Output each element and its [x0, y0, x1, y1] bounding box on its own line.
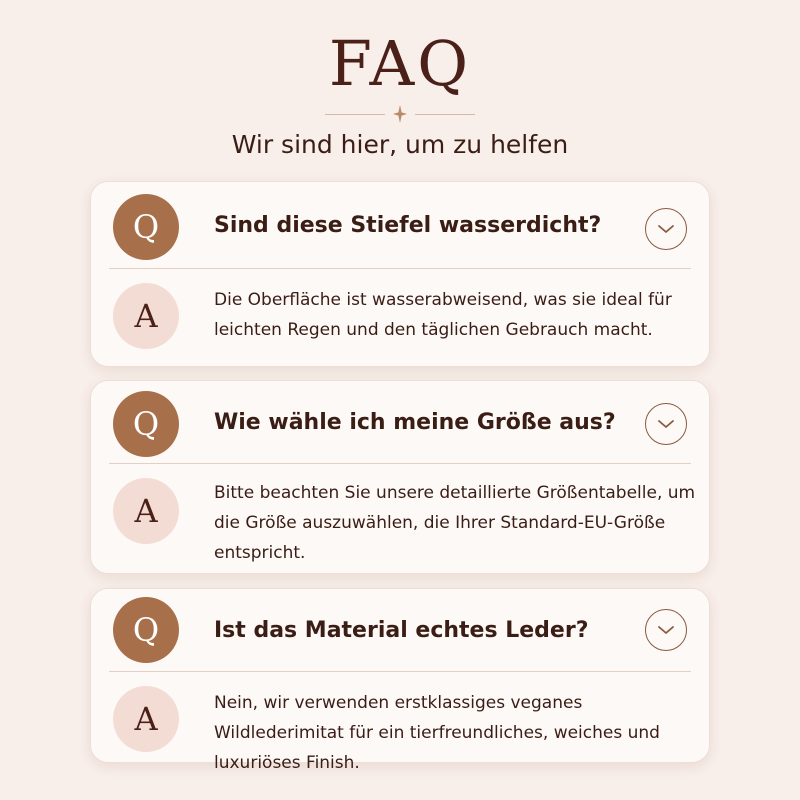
faq-header	[0, 28, 800, 162]
faq-toggle-button[interactable]	[645, 208, 687, 250]
answer-text: Nein, wir verwenden erstklassiges veganes Wildlederimitat für ein tierfreundliches, weiches und luxuriöses Finish.	[214, 693, 660, 773]
faq-toggle-button[interactable]	[645, 609, 687, 651]
divider-line-left	[325, 114, 385, 115]
answer-badge: A	[113, 283, 179, 349]
question-text: Sind diese Stiefel wasserdicht?	[214, 213, 602, 238]
question-badge: Q	[113, 194, 179, 260]
divider-line-right	[415, 114, 475, 115]
qa-separator	[109, 268, 691, 269]
page-title: FAQ	[328, 27, 472, 100]
qa-separator	[109, 671, 691, 672]
page-subtitle: Wir sind hier, um zu helfen	[231, 130, 569, 159]
question-text: Ist das Material echtes Leder?	[214, 618, 589, 643]
question-row[interactable]	[91, 589, 709, 671]
chevron-down-icon	[657, 624, 675, 636]
chevron-down-icon	[657, 223, 675, 235]
faq-toggle-button[interactable]	[645, 403, 687, 445]
question-badge: Q	[113, 391, 179, 457]
title-divider	[325, 104, 475, 124]
faq-item	[90, 588, 710, 773]
question-badge: Q	[113, 597, 179, 663]
answer-badge: A	[113, 478, 179, 544]
answer-text: Bitte beachten Sie unsere detaillierte Größentabelle, um die Größe auszuwählen, die Ihrer Standard-EU-Größe entspricht.	[214, 483, 696, 563]
question-text: Wie wähle ich meine Größe aus?	[214, 410, 616, 435]
answer-text: Die Oberfläche ist wasserabweisend, was sie ideal für leichten Regen und den täglichen Gebrauch macht.	[214, 290, 672, 340]
question-row[interactable]	[91, 182, 709, 268]
qa-separator	[109, 463, 691, 464]
answer-badge: A	[113, 686, 179, 752]
question-row[interactable]	[91, 381, 709, 463]
faq-item	[90, 380, 710, 574]
chevron-down-icon	[657, 418, 675, 430]
sparkle-icon	[392, 104, 408, 124]
faq-item	[90, 181, 710, 367]
